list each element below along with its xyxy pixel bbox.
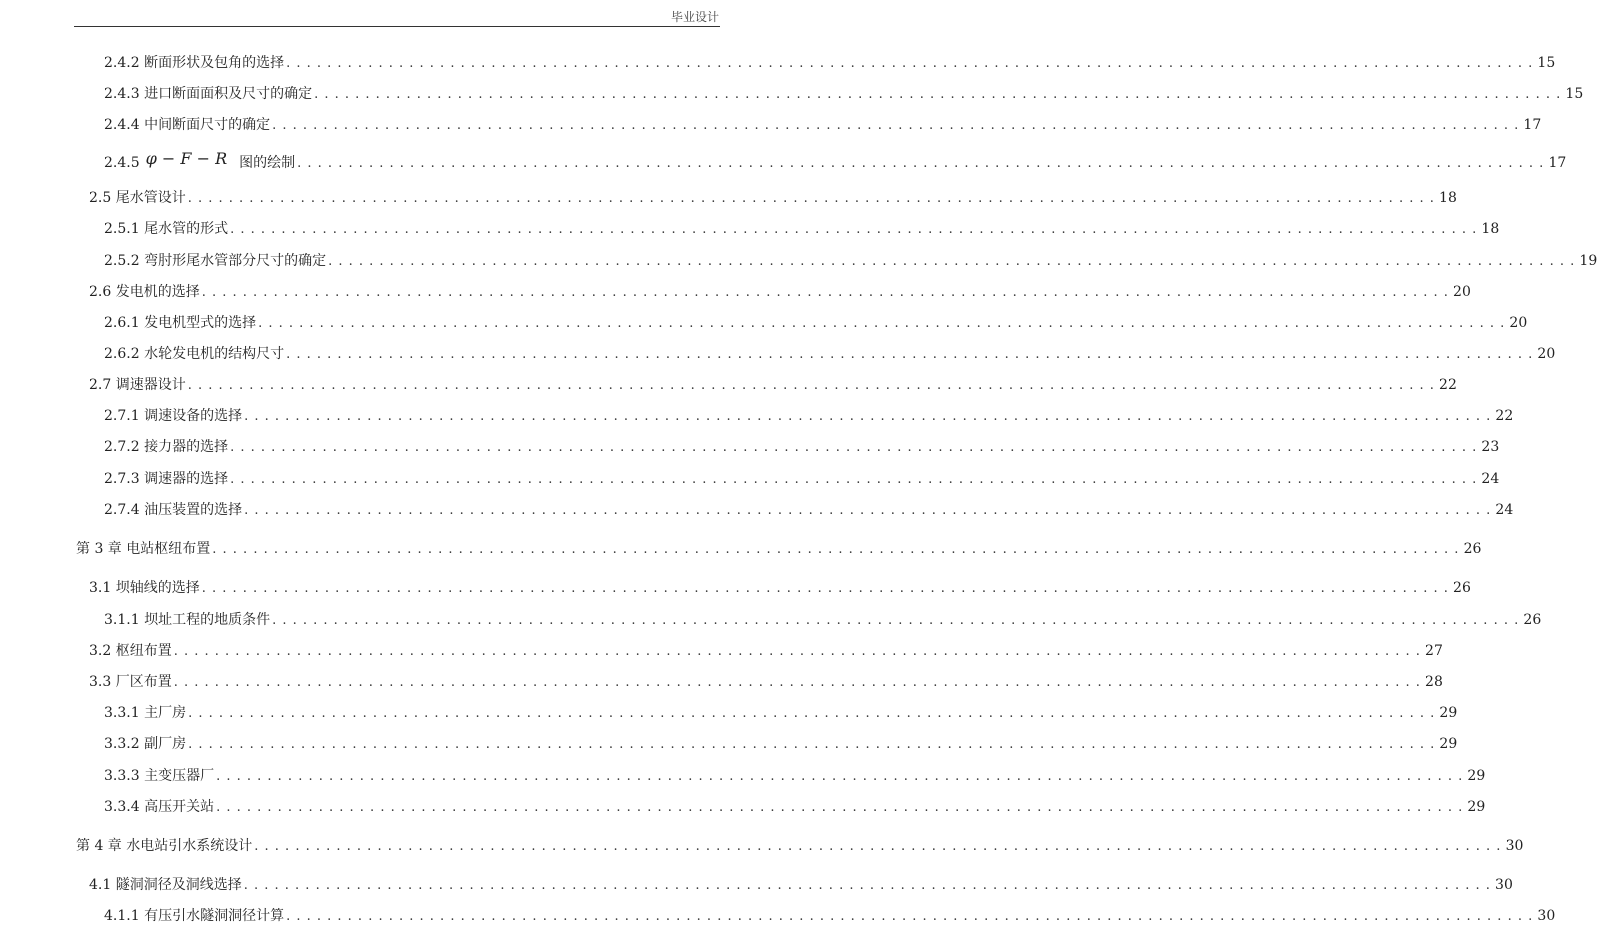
toc-page-number: 24: [1495, 502, 1514, 518]
header-divider: [74, 26, 720, 27]
toc-entry-label: 2.4.5: [104, 155, 140, 171]
toc-dot-leader: [188, 191, 1435, 206]
toc-entry-label: 3.3 厂区布置: [89, 674, 172, 690]
toc-dot-leader: [202, 581, 1449, 596]
toc-page-number: 26: [1463, 541, 1482, 557]
toc-page-number: 30: [1495, 877, 1513, 893]
toc-page-number: 23: [1481, 439, 1500, 455]
toc-dot-leader: [254, 839, 1501, 854]
toc-entry[interactable]: [0, 609, 1542, 629]
toc-entry[interactable]: [0, 702, 1458, 722]
toc-dot-leader: [174, 675, 1421, 690]
toc-dot-leader: [216, 769, 1463, 784]
toc-page-number: 15: [1537, 55, 1556, 71]
toc-entry-label: 3.3.2 副厂房: [104, 736, 187, 752]
toc-entry-label: 3.1.1 坝址工程的地质条件: [104, 612, 271, 628]
toc-dot-leader: [202, 285, 1449, 300]
toc-entry[interactable]: [0, 405, 1514, 425]
toc-entry[interactable]: [0, 312, 1528, 332]
toc-entry[interactable]: [0, 149, 1567, 172]
toc-entry[interactable]: [0, 83, 1584, 103]
toc-entry[interactable]: [0, 538, 1482, 558]
toc-entry-label: 2.7.2 接力器的选择: [104, 439, 229, 455]
toc-page-number: 26: [1453, 580, 1471, 596]
toc-dot-leader: [188, 378, 1435, 393]
toc-entry-label: 3.1 坝轴线的选择: [89, 580, 200, 596]
toc-dot-leader: [230, 222, 1477, 237]
toc-entry-label: 4.1.1 有压引水隧洞洞径计算: [104, 908, 285, 924]
toc-entry[interactable]: [0, 905, 1556, 925]
toc-entry-label: 第 3 章 电站枢纽布置: [76, 541, 211, 557]
toc-entry-label: 2.4.2 断面形状及包角的选择: [104, 55, 285, 71]
toc-entry-label: 3.3.4 高压开关站: [104, 799, 215, 815]
toc-entry-label: 2.6.1 发电机型式的选择: [104, 315, 257, 331]
toc-page-number: 20: [1453, 284, 1471, 300]
toc-entry-label: 第 4 章 水电站引水系统设计: [76, 838, 253, 854]
toc-page-number: 29: [1467, 768, 1486, 784]
toc-entry-label: 2.7.1 调速设备的选择: [104, 408, 243, 424]
toc-entry[interactable]: [0, 374, 1457, 394]
toc-entry-label: 2.6 发电机的选择: [89, 284, 200, 300]
toc-entry-label: 3.3.1 主厂房: [104, 705, 187, 721]
toc-entry[interactable]: [0, 765, 1486, 785]
toc-page-number: 17: [1548, 155, 1567, 171]
toc-entry-label: 2.4.3 进口断面面积及尺寸的确定: [104, 86, 313, 102]
toc-dot-leader: [286, 347, 1533, 362]
toc-entry-label: 2.7.3 调速器的选择: [104, 471, 229, 487]
toc-entry[interactable]: [0, 343, 1556, 363]
toc-entry-label-suffix: 图的绘制: [239, 155, 296, 171]
toc-entry-label: 3.3.3 主变压器厂: [104, 768, 215, 784]
toc-dot-leader: [188, 737, 1435, 752]
toc-page-number: 20: [1537, 346, 1556, 362]
toc-entry[interactable]: [0, 114, 1542, 134]
toc-dot-leader: [216, 800, 1463, 815]
toc-entry[interactable]: [0, 218, 1500, 238]
toc-page-number: 29: [1467, 799, 1486, 815]
toc-entry[interactable]: [0, 436, 1500, 456]
toc-page-number: 29: [1439, 705, 1458, 721]
toc-entry-label: 4.1 隧洞洞径及洞线选择: [89, 877, 242, 893]
toc-page-number: 18: [1481, 221, 1500, 237]
toc-entry[interactable]: [0, 835, 1524, 855]
toc-entry-label: 2.4.4 中间断面尺寸的确定: [104, 117, 271, 133]
toc-entry[interactable]: [0, 577, 1471, 597]
toc-page-number: 17: [1523, 117, 1542, 133]
toc-entry-formula: φ − F − R: [145, 149, 228, 168]
toc-dot-leader: [244, 503, 1491, 518]
toc-page-number: 22: [1495, 408, 1514, 424]
toc-dot-leader: [258, 316, 1505, 331]
toc-dot-leader: [212, 542, 1459, 557]
toc-entry[interactable]: [0, 671, 1443, 691]
toc-page-number: 26: [1523, 612, 1542, 628]
toc-dot-leader: [174, 644, 1421, 659]
toc-dot-leader: [286, 909, 1533, 924]
toc-page-number: 24: [1481, 471, 1500, 487]
toc-dot-leader: [244, 878, 1491, 893]
toc-entry[interactable]: [0, 250, 1597, 270]
toc-page-number: 20: [1509, 315, 1528, 331]
toc-dot-leader: [188, 706, 1435, 721]
toc-dot-leader: [272, 118, 1519, 133]
toc-dot-leader: [286, 56, 1533, 71]
toc-dot-leader: [230, 440, 1477, 455]
toc-entry[interactable]: [0, 281, 1471, 301]
page-header-title: 毕业设计: [670, 10, 719, 24]
toc-entry-label: 2.5.2 弯肘形尾水管部分尺寸的确定: [104, 253, 327, 269]
toc-entry[interactable]: [0, 796, 1486, 816]
toc-entry-label: 2.7 调速器设计: [89, 377, 186, 393]
toc-entry[interactable]: [0, 468, 1500, 488]
toc-entry[interactable]: [0, 187, 1457, 207]
toc-page-number: 28: [1425, 674, 1443, 690]
toc-dot-leader: [272, 613, 1519, 628]
toc-dot-leader: [314, 87, 1561, 102]
toc-entry[interactable]: [0, 499, 1514, 519]
toc-page-number: 29: [1439, 736, 1458, 752]
toc-entry-label: 2.6.2 水轮发电机的结构尺寸: [104, 346, 285, 362]
toc-entry[interactable]: [0, 640, 1443, 660]
toc-page-number: 18: [1439, 190, 1457, 206]
toc-entry-label: 2.5 尾水管设计: [89, 190, 186, 206]
toc-dot-leader: [328, 254, 1575, 269]
toc-page-number: 30: [1505, 838, 1524, 854]
toc-page-number: 15: [1565, 86, 1584, 102]
toc-entry[interactable]: [0, 733, 1458, 753]
toc-entry-label: 3.2 枢纽布置: [89, 643, 172, 659]
toc-page-number: 22: [1439, 377, 1457, 393]
toc-entry-label: 2.5.1 尾水管的形式: [104, 221, 229, 237]
toc-dot-leader: [244, 409, 1491, 424]
toc-dot-leader: [297, 156, 1544, 171]
toc-entry[interactable]: [0, 52, 1556, 72]
toc-page-number: 19: [1579, 253, 1597, 269]
toc-page-number: 30: [1537, 908, 1556, 924]
toc-page-number: 27: [1425, 643, 1443, 659]
toc-dot-leader: [230, 472, 1477, 487]
toc-entry-label: 2.7.4 油压装置的选择: [104, 502, 243, 518]
toc-entry[interactable]: [0, 874, 1513, 894]
